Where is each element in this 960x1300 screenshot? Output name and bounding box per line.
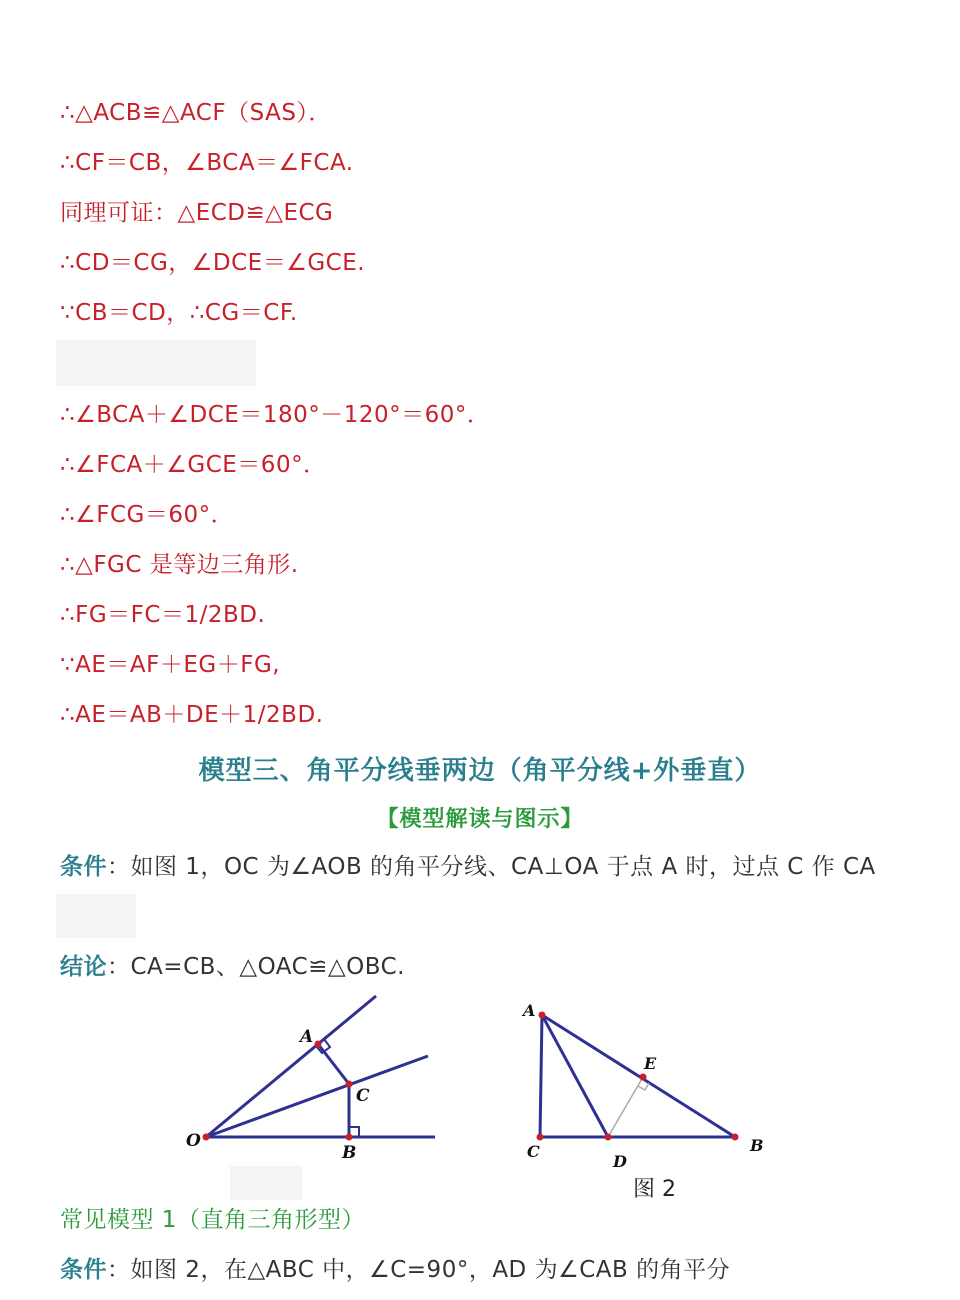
segment-ad xyxy=(542,1015,608,1137)
figure-1 xyxy=(180,990,450,1170)
figure-2 xyxy=(515,995,775,1175)
condition-label: 条件 xyxy=(60,854,107,880)
condition-text: ：如图 2，在△ABC 中，∠C=90°，AD 为∠CAB 的角平分 xyxy=(107,1257,731,1283)
label-c: C xyxy=(356,1086,370,1106)
point-b xyxy=(346,1134,353,1141)
segment-ac xyxy=(540,1015,542,1137)
condition-1 xyxy=(60,852,876,882)
blurred-region xyxy=(56,894,136,938)
conclusion-text: ：CA=CB、△OAC≌△OBC. xyxy=(107,954,405,980)
proof-line-6: ∴∠BCA＋∠DCE＝180°－120°＝60°． xyxy=(60,402,491,428)
condition-label: 条件 xyxy=(60,1257,107,1283)
proof-line-9: ∴△FGC 是等边三角形. xyxy=(60,552,299,578)
blurred-region xyxy=(56,340,256,386)
blurred-region xyxy=(230,1166,302,1200)
ray-oc xyxy=(206,1056,428,1137)
segment-ab xyxy=(542,1015,735,1137)
label-a: A xyxy=(523,1001,536,1020)
proof-line-3: 同理可证：△ECD≌△ECG xyxy=(60,200,334,226)
conclusion-1 xyxy=(60,952,405,982)
label-c: C xyxy=(527,1142,540,1161)
proof-line-11: ∵AE＝AF＋EG＋FG, xyxy=(60,652,281,678)
point-c xyxy=(346,1081,353,1088)
point-a xyxy=(539,1012,546,1019)
point-d xyxy=(605,1134,612,1141)
figure-2-caption: 图 2 xyxy=(633,1177,676,1202)
condition-2 xyxy=(60,1255,730,1285)
label-o: O xyxy=(186,1131,201,1151)
proof-line-8: ∴∠FCG＝60°． xyxy=(60,502,235,528)
subsection-title: 【模型解读与图示】 xyxy=(376,807,584,832)
condition-text: ：如图 1，OC 为∠AOB 的角平分线、CA⊥OA 于点 A 时，过点 C 作 CA xyxy=(107,854,876,880)
segment-de xyxy=(608,1077,643,1137)
label-b: B xyxy=(342,1143,357,1163)
label-d: D xyxy=(613,1152,627,1171)
segment-ac xyxy=(318,1044,349,1084)
proof-line-5: ∵CB＝CD，∴CG＝CF. xyxy=(60,300,298,326)
point-e xyxy=(640,1074,647,1081)
common-model-title: 常见模型 1（直角三角形型） xyxy=(60,1207,365,1233)
conclusion-label: 结论 xyxy=(60,954,107,980)
proof-line-1: ∴△ACB≌△ACF（SAS）． xyxy=(60,100,332,126)
proof-line-10: ∴FG＝FC＝1/2BD. xyxy=(60,602,266,628)
point-a xyxy=(315,1041,322,1048)
label-b: B xyxy=(750,1136,764,1155)
label-a: A xyxy=(300,1027,314,1047)
proof-line-12: ∴AE＝AB＋DE＋1/2BD. xyxy=(60,702,324,728)
point-b xyxy=(732,1134,739,1141)
proof-line-7: ∴∠FCA＋∠GCE＝60°． xyxy=(60,452,327,478)
point-c xyxy=(537,1134,544,1141)
proof-line-4: ∴CD＝CG，∠DCE＝∠GCE. xyxy=(60,250,366,276)
point-o xyxy=(203,1134,210,1141)
proof-line-2: ∴CF＝CB，∠BCA＝∠FCA. xyxy=(60,150,354,176)
label-e: E xyxy=(644,1054,657,1073)
section-title: 模型三、角平分线垂两边（角平分线+外垂直） xyxy=(198,756,762,786)
